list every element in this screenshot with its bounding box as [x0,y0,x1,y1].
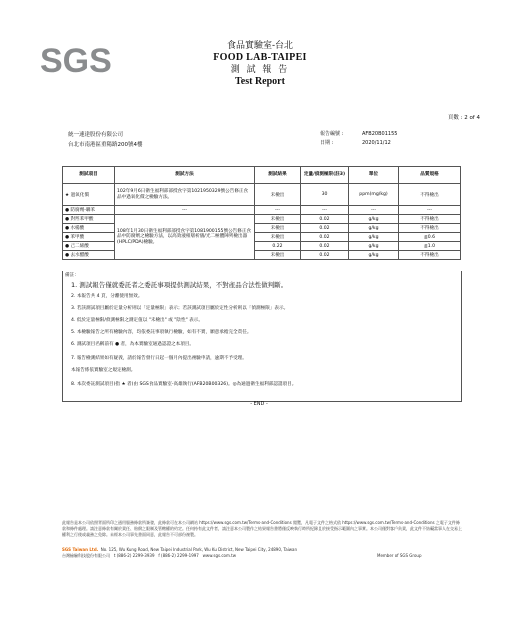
note-item: 本報告係依實驗室之規定檢測。 [71,368,136,373]
lab-name-en: FOOD LAB-TAIPEI [213,52,307,63]
member-of-group: Member of SGS Group [377,553,422,558]
report-meta [320,130,442,147]
footer-bar [62,547,462,558]
customer-address: 台北市南港區重陽路200號4樓 [68,142,143,148]
footer-disclaimer: 此報告是本公司依照背面所印之通用服務條款所簽發，此條款可在本公司網站 https://www.sgs.com.tw/Terms-and-Conditions 閱覽，凡電子文件之格式依 https://www.sgs.com.tw/Terms-and-Conditions 之電子文件條款和條件處理。請注意條款有關於責任、賠償之限制及管轄權的約定。任何持有此文件者，請注意本公司製作之結果報告書將僅反映執行時所紀錄且於接受指示範圍內之事實。本公司僅對客戶負責，此文件不妨礙當事人在交易上權利之行使或義務之免除。未經本公司事先書面同意，此報告不可部份複製。 [62,520,462,537]
table-cell: --- [349,206,399,215]
note-item: 8. 本次委託測試項目(指 ★ 者)由 SGS食品實驗室-高雄執行(AFB20B00326)。◎為通過衛生福利部認證項目。 [71,382,297,387]
table-row [63,184,461,206]
table-cell: 不得檢出 [399,184,461,206]
table-cell: 0.22 [255,242,301,251]
end-marker: - END - [250,401,268,407]
table-cell: 不得檢出 [399,215,461,224]
note-item: 4. 低於定量極限/偵測極限之測定值以 "未檢出" 或 "陰性" 表示。 [71,318,203,323]
table-cell: 未檢出 [255,251,301,260]
table-cell: ● 苯甲酸 [63,233,115,242]
report-number: AFB20B01155 [362,131,398,137]
table-cell: --- [255,206,301,215]
note-item: 2. 本報告共 4 頁，分離使用無效。 [71,294,143,299]
company-name: SGS Taiwan Ltd. [62,547,99,552]
table-cell: 0.02 [301,224,349,233]
table-cell: ★ 過氧化價 [63,184,115,206]
table-row [63,215,461,224]
table-cell: 未檢出 [255,224,301,233]
customer-block [68,130,143,150]
notes-label: 備註： [65,273,79,278]
table-cell: 未檢出 [255,184,301,206]
sgs-logo [38,38,128,78]
table-cell: 0.02 [301,251,349,260]
table-cell: ● 己二烯酸 [63,242,115,251]
column-header: 測試結果 [255,167,301,184]
table-cell: --- [399,206,461,215]
table-cell: g/kg [349,242,399,251]
report-title-en: Test Report [235,76,285,87]
table-cell: ≦1.0 [399,242,461,251]
lab-name-cn: 食品實驗室-台北 [226,41,294,51]
company-name-cn: 台灣檢驗科技股份有限公司 [62,552,110,558]
table-cell: 0.02 [301,215,349,224]
company-address: No. 125, Wu Kung Road, New Taipei Industrial Park, Wu Ku District, New Taipei City, 24890, Taiwan [100,547,298,552]
note-item: 7. 報告檢測結果如有疑義，請於報告發行日起一個月內提出複驗申請，逾期不予受理。 [71,356,247,361]
meta-key: 日期 : [320,139,334,146]
table-cell: g/kg [349,251,399,260]
svg-text:SGS: SGS [40,42,112,78]
table-cell: --- [301,206,349,215]
table-cell: 未檢出 [255,215,301,224]
note-item: 1. 測試報告僅就委託者之委託事項提供測試結果，不對產品合法性做判斷。 [71,281,288,289]
results-table [62,166,461,260]
meta-key: 報告編號 : [320,131,344,137]
table-cell: g/kg [349,233,399,242]
table-cell: ppm(mg/kg) [349,184,399,206]
table-cell: 0.02 [301,242,349,251]
table-cell: ● 去水醋酸 [63,251,115,260]
column-header: 測試項目 [63,167,115,184]
table-header-row [63,167,461,184]
table-cell: 不得檢出 [399,251,461,260]
note-item: 3. 若該測試項目屬於定量分析則以「定量極限」表示；若該測試項目屬於定性分析則以「偵測極限」表示。 [71,306,289,311]
table-row [63,206,461,215]
report-header [160,40,360,88]
table-cell: 不得檢出 [399,224,461,233]
company-web: www.sgs.com.tw [202,552,237,558]
note-item: 6. 測試項目名稱前有 ● 者，為本實驗室通過認證之本項目。 [71,342,195,347]
table-cell: ● 對羥苯甲酸 [63,215,115,224]
table-cell: ● 水楊酸 [63,224,115,233]
table-cell: 0.02 [301,233,349,242]
table-cell: ≦0.6 [399,233,461,242]
notes-box [62,271,462,402]
company-phone: t (886-2) 2299-3939 [113,552,155,558]
column-header: 定量/偵測極限(註3) [301,167,349,184]
report-title-cn: 測 試 報 告 [230,65,290,75]
table-cell: 102年9月6日衛生福利部部授食字第1021950329號公告修正食品中過氧化價之檢驗方法。 [115,184,255,206]
note-item: 5. 本檢驗報告之所有檢驗內容，均依委託事項執行檢驗，如有不實，願意承擔完全責任。 [71,330,252,335]
table-cell: 30 [301,184,349,206]
page-number: 頁數 : 2 of 4 [447,115,480,121]
company-fax: f (886-2) 2299-1997 [158,552,199,558]
column-header: 品質規格 [399,167,461,184]
report-date: 2020/11/12 [362,139,391,146]
table-cell: ● 防腐劑-聯苯 [63,206,115,215]
table-cell: g/kg [349,224,399,233]
table-cell: 未檢出 [255,233,301,242]
table-cell: g/kg [349,215,399,224]
column-header: 測試方法 [115,167,255,184]
table-cell: 108年1月30日衛生福利部部授食字第1081900155號公告修正食品中防腐劑之檢驗方法，以高效液相層析儀/光二極體陣列檢出器(HPLC/PDA)檢驗。 [115,215,255,260]
customer-name: 統一速達股份有限公司 [68,132,124,138]
column-header: 單位 [349,167,399,184]
table-cell: --- [115,206,255,215]
